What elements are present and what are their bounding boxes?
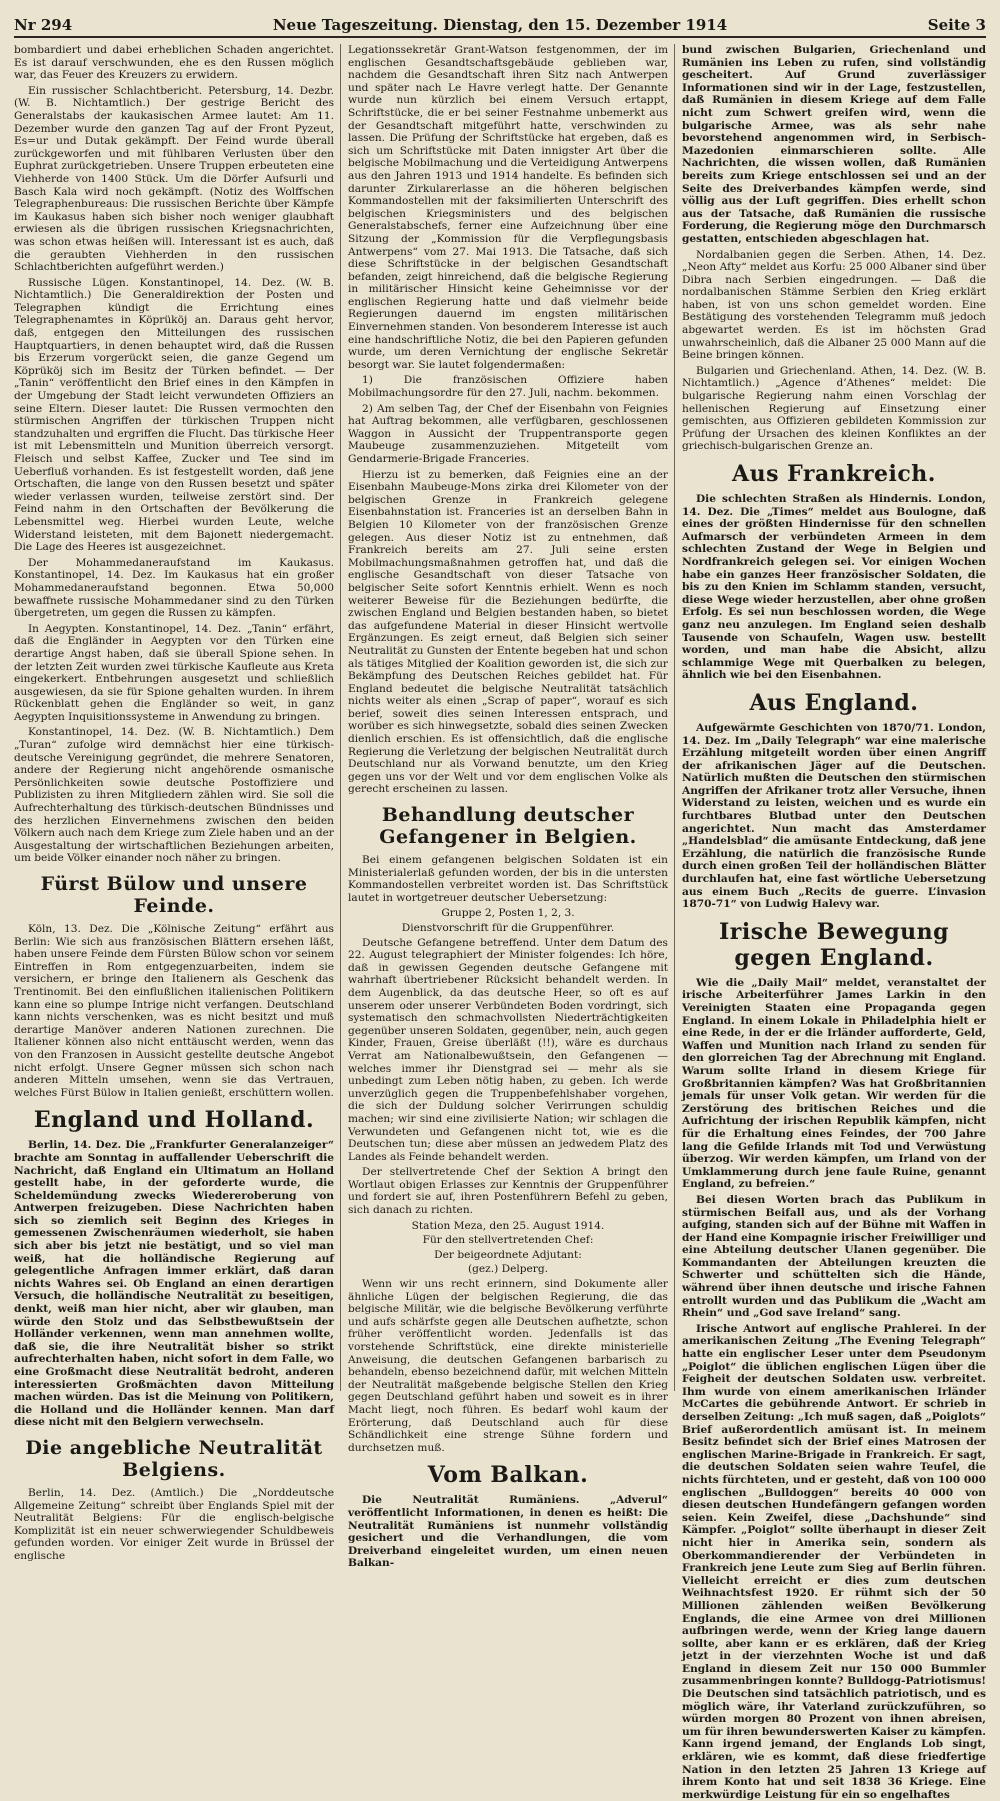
- article-headline: Aus England.: [749, 689, 919, 716]
- paragraph: Köln, 13. Dez. Die „Kölnische Zeitung“ erfährt aus Berlin: Wie sich aus französischen Blättern ersehen läßt, haben unsere Feinde dem Fürsten Bülow schon vor seinem Eintreffen in Rom entgegenzuarbeiten, indem sie versichern, er bringe den Italienern als Geschenk das Trentinomit. Bei den einflußlichen italienischen Politikern kann eine so plumpe Intrige nicht verfangen. Deutschland kann nichts verschenken, was es nicht besitzt und muß derartige Manöver anderen Nationen zurechnen. Die Italiener können also nicht enttäuscht werden, wenn das von den Franzosen in Aussicht gestellte deutsche Angebot nicht erfolgt. Unsere Gegner müssen sich schon nach anderen Mitteln umsehen, wenn sie das Vertrauen, welches Fürst Bülow in Italien genießt, erschüttern wollen.: [14, 923, 334, 1099]
- page-header: [14, 6, 986, 38]
- paragraph: bund zwischen Bulgarien, Griechenland und Rumänien ins Leben zu rufen, sind vollständig gescheitert. Auf Grund zuverlässiger Informationen sind wir in der Lage, festzustellen, daß Rumänien in diesem Kriege auf dem Falle nicht zum Schwert greifen wird, wenn die bulgarische Armee, was als sehr nahe bevorstehend angenommen wird, in Serbisch-Mazedonien einmarschieren sollte. Alle Nachrichten, die wissen wollen, daß Rumänien bereits zum Kriege entschlossen sei und an der Seite des Dreiverbandes kämpfen werde, sind völlig aus der Luft gegriffen. Dies erhellt schon aus der Tatsache, daß Rumänien die russische Forderung, die Regierung möge den Durchmarsch gestatten, entschieden abgeschlagen hat.: [682, 44, 986, 245]
- article-headline: Aus Frankreich.: [732, 461, 936, 487]
- paragraph: Konstantinopel, 14. Dez. (W. B. Nichtamtlich.) Dem „Turan“ zufolge wird demnächst hier eine türkisch-deutsche Vereinigung gegründet, die mehrere Senatoren, andere der Regierung nicht angehörende osmanische Persönlichkeiten sowie deutsche Postoffiziere und Publizisten zu ihren Mitgliedern zählen wird. Sie soll die Aufrechterhaltung des türkisch-deutschen Bündnisses und des herzlichen Einvernehmens zwischen den beiden Völkern auch nach dem Kriege zum Ziele haben und an der Ausgestaltung der wirtschaftlichen Beziehungen arbeiten, um beide Völker einander noch näher zu bringen.: [14, 726, 334, 865]
- paragraph: Berlin, 14. Dez. (Amtlich.) Die „Norddeutsche Allgemeine Zeitung“ schreibt über Englands Spiel mit der Neutralität Belgiens: Für die englisch-belgische Komplizität ist ein neuer schwerwiegender Schuldbeweis gefunden worden. Vor einiger Zeit wurde in Brüssel der englische: [14, 1486, 334, 1562]
- paragraph: Die Neutralität Rumäniens. „Adverul“ veröffentlicht Informationen, in denen es heißt: Die Neutralität Rumäniens ist nunmehr vollständig gesichert und die Verhandlungen, die vom Dreiverband eingeleitet wurden, um einen neuen Balkan-: [348, 1494, 668, 1570]
- masthead-date: Neue Tageszeitung. Dienstag, den 15. Dezember 1914: [272, 16, 728, 34]
- article-headline: Vom Balkan.: [427, 1462, 589, 1489]
- document-line: Gruppe 2, Posten 1, 2, 3.: [441, 907, 575, 920]
- paragraph: Der Mohammedaneraufstand im Kaukasus. Konstantinopel, 14. Dez. Im Kaukasus hat ein großer Mohammedaneraufstand begonnen. Etwa 50,000 bewaffnete russische Mohammedaner sind zu den Türken übergetreten, um gegen die Russen zu kämpfen.: [14, 556, 334, 620]
- paragraph: Nordalbanien gegen die Serben. Athen, 14. Dez. „Neon Afty“ meldet aus Korfu: 25 000 Albaner sind über Dibra nach Serbien eingedrungen. — Daß die nordalbanischen Stämme Serbien den Krieg erklärt haben, ist von uns schon gemeldet worden. Eine Bestätigung des vorstehenden Telegramm muß jedoch abgewartet werden. Es ist im höchsten Grad unwahrscheinlich, daß die Albaner 25 000 Mann auf die Beine bringen können.: [682, 248, 986, 362]
- article-headline: England und Holland.: [33, 1107, 315, 1134]
- page-number: Seite 3: [927, 16, 986, 34]
- article-headline: Behandlung deutscher Gefangener in Belgien.: [379, 804, 637, 849]
- paragraph: Aufgewärmte Geschichten von 1870/71. London, 14. Dez. Im „Daily Telegraph“ war eine malerische Erzählung mitgeteilt worden über einen Angriff der afrikanischen Jäger auf die Deutschen. Natürlich mußten die Deutschen den stürmischen Angriffen der Afrikaner trotz aller Versuche, ihnen Widerstand zu leisten, weichen und es wurde ein furchtbares Blutbad unter den Deutschen angerichtet. Nun macht das Amsterdamer „Handelsblad“ die amüsante Entdeckung, daß jene Erzählung, die natürlich die französische Runde durch einen großen Teil der holländischen Blätter durchlaufen hat, eine fast wörtliche Uebersetzung aus einem Buch „Recits de guerre. L’invasion 1870-71“ von Ludwig Halevy war.: [682, 721, 986, 911]
- paragraph: Die schlechten Straßen als Hindernis. London, 14. Dez. Die „Times“ meldet aus Boulogne, daß eines der größten Hindernisse für den schnellen Aufmarsch der verbündeten Armeen in dem schlechten Zustand der Wege in Belgien und Nordfrankreich gelegen sei. Vor einigen Wochen habe ein ganzes Heer französischer Soldaten, die bis zu den Knien im Schlamm standen, versucht, diese Wege wieder herzustellen, aber ohne großen Erfolg. Es sei nun beschlossen worden, die Wege ganz neu anzulegen. Im England seien deshalb Tausende von Schaufeln, Wagen usw. bestellt worden, und man habe die Absicht, allzu schlammige Wege mit Querbalken zu belegen, ähnlich wie bei den Eisenbahnen.: [682, 493, 986, 682]
- issue-number: Nr 294: [14, 16, 73, 34]
- paragraph: Wie die „Daily Mail“ meldet, veranstaltet der irische Arbeiterführer James Larkin in den Vereinigten Staaten eine Propaganda gegen England. In einem Lokale in Philadelphia hielt er eine Rede, in der er die Irländer aufforderte, Geld, Waffen und Munition nach Irland zu senden für den glorreichen Tag der Abrechnung mit England. Warum sollte Irland in diesem Kriege für Großbritannien kämpfen? Was hat Großbritannien jemals für unser Volk getan. Wir werden für die Zerstörung des britischen Reiches und die Aufrichtung der irischen Republik kämpfen, nicht für die Erhaltung eines Feindes, der 700 Jahre lang die Gefilde Irlands mit Tod und Verwüstung überzog. Wir werden kämpfen, um Irland von der Umklammerung durch jene faule Ruine, genannt England, zu befreien.“: [682, 976, 986, 1191]
- paragraph: In Aegypten. Konstantinopel, 14. Dez. „Tanin“ erfährt, daß die Engländer in Aegypten vor den Türken eine derartige Angst haben, daß sie überall Spione sehen. In der letzten Zeit wurden zwei türkische Kaufleute aus Kreta eingekerkert. Entbehrungen ausgesetzt und schließlich ausgewiesen, da sie für Spione gehalten wurden. In ihrem Rückenblatt gehen die Engländer so weit, in ganz Aegypten Inquisitionssysteme in Anwendung zu bringen.: [14, 622, 334, 723]
- article-headline: Die angebliche Neutralität Belgiens.: [25, 1436, 323, 1481]
- article-headline: Fürst Bülow und unsere Feinde.: [40, 873, 308, 917]
- column-2: [348, 44, 668, 1570]
- paragraph: Legationssekretär Grant-Watson festgenommen, der im englischen Gesandtschaftsgebäude geblieben war, nachdem die Gesandtschaft ihren Sitz nach Antwerpen und später nach Le Havre verlegt hatte. Der Genannte wurde nun kürzlich bei einem Versuch ertappt, Schriftstücke, die er bei seiner Festnahme unbemerkt aus der Gesandtschaft mitgeführt hatte, verschwinden zu lassen. Die Prüfung der Schriftstücke hat ergeben, daß es sich um Schriftstücke mit Daten innigster Art über die belgische Mobilmachung und die Verteidigung Antwerpens aus den Jahren 1913 und 1914 handelte. Es befinden sich darunter Zirkularerlasse an die höheren belgischen Kommandostellen mit der faksimilierten Unterschrift des belgischen Kriegsministers und des belgischen Generalstabschefs, ferner eine Aufzeichnung über eine Sitzung der „Kommission für die Verpflegungsbasis Antwerpens“ vom 27. Mai 1913. Die Tatsache, daß sich diese Schriftstücke in der belgischen Gesandtschaft befanden, zeigt hinreichend, daß die belgische Regierung in militärischer Hinsicht keine Geheimnisse vor der englischen Regierung hatte und daß vielmehr beide Regierungen dauernd im engsten militärischen Einvernehmen standen. Von besonderem Interesse ist auch eine handschriftliche Notiz, die bei den Papieren gefunden wurde, um deren Vernichtung der englische Sekretär besorgt war. Sie lautet folgendermaßen:: [348, 44, 668, 371]
- column-divider: [340, 44, 341, 1391]
- document-line: Station Meza, den 25. August 1914.: [411, 1219, 605, 1232]
- paragraph: Bulgarien und Griechenland. Athen, 14. Dez. (W. B. Nichtamtlich.) „Agence d’Athenes“ meldet: Die bulgarische Regierung nahm einen Vorschlag der hellenischen Regierung auf Einsetzung einer gemischten, aus Offizieren gebildeten Kommission zur Prüfung der Ursachen des kleinen Konfliktes an der griechisch-bulgarischen Grenze an.: [682, 364, 986, 453]
- document-line: Der beigeordnete Adjutant:: [434, 1248, 582, 1261]
- paragraph: Hierzu ist zu bemerken, daß Feignies eine an der Eisenbahn Maubeuge-Mons zirka drei Kilometer von der belgischen Grenze in Frankreich gelegene Eisenbahnstation ist. Franceries ist an derselben Bahn in Belgien 10 Kilometer von der französischen Grenze gelegen. Aus dieser Notiz ist zu entnehmen, daß Frankreich bereits am 27. Juli seine ersten Mobilmachungsmaßnahmen getroffen hat, und daß die englische Gesandtschaft von dieser Tatsache von belgischer Seite sofort Kenntnis erhielt. Wenn es noch weiterer Beweise für die Beziehungen bedürfte, die zwischen England und Belgien bestanden haben, so bietet das aufgefundene Material in dieser Hinsicht wertvolle Ergänzungen. Es zeigt erneut, daß Belgien sich seiner Neutralität zu Gunsten der Entente begeben hat und schon als tätiges Mitglied der Koalition geworden ist, die sich zur Bekämpfung des Deutschen Reiches gebildet hat. Für England bedeutet die belgische Neutralität tatsächlich nichts weiter als einen „Scrap of paper“, worauf es sich berief, soweit dies seinen Interessen entsprach, und worüber es sich hinwegsetzte, sobald dies seinen Zwecken dienlich erschien. Es ist offensichtlich, daß die englische Regierung die Verletzung der belgischen Neutralität durch Deutschland nur als Vorwand benutzte, um den Krieg gegen uns vor der Welt und vor dem englischen Volke als gerecht erscheinen zu lassen.: [348, 468, 668, 796]
- paragraph: Ein russischer Schlachtbericht. Petersburg, 14. Dezbr. (W. B. Nichtamtlich.) Der gestrige Bericht des Generalstabs der kaukasischen Armee lautet: Am 11. Dezember wurde den ganzen Tag auf der Front Pyzeut, Es=ur und Dutak gekämpft. Der Feind wurde überall zurückgeworfen und mit fühlbaren Verlusten über den Euphrat zurückgetrieben. Unsere Truppen erbeuteten eine Viehherde von 1400 Stück. Um die Dörfer Aufsurli und Basch Kala wird noch gekämpft. (Notiz des Wolffschen Telegraphenbureaus: Die russischen Berichte über Kämpfe im Kaukasus haben sich bisher noch weniger glaubhaft erwiesen als die übrigen russischen Kriegsnachrichten, was schon etwas heißen will. Interessant ist es auch, daß die geraubten Viehherden in den russischen Schlachtberichten aufgeführt werden.): [14, 84, 334, 274]
- paragraph: bombardiert und dabei erheblichen Schaden angerichtet. Es ist darauf verschwunden, ehe es den Russen möglich war, das Feuer des Kreuzers zu erwidern.: [14, 44, 334, 82]
- paragraph: Russische Lügen. Konstantinopel, 14. Dez. (W. B. Nichtamtlich.) Die Generaldirektion der Posten und Telegraphen kündigt die Errichtung eines Telegraphenamtes in Köprüköj an. Daraus geht hervor, daß, entgegen den Mitteilungen des russischen Hauptquartiers, in denen behauptet wird, daß die Russen bis Erzerum vorgerückt seien, die ganze Gegend um Köprüköj sich im Besitz der Türken befindet. — Der „Tanin“ veröffentlicht den Brief eines in den Kämpfen in der Umgebung der Stadt leicht verwundeten Offiziers an seine Eltern. Dieser lautet: Die Russen vermochten den stürmischen Angriffen der türkischen Truppen nicht standzuhalten und ergriffen die Flucht. Das türkische Heer ist mit Lebensmitteln und Munition überreich versorgt. Fleisch und selbst Kaffee, Zucker und Tee sind im Ueberfluß vorhanden. Es ist festgestellt worden, daß jene Ortschaften, die lange von den Russen besetzt und später wieder verlassen wurden, teilweise zerstört sind. Der Feind nahm in den Ortschaften der Bevölkerung die Lebensmittel weg. Hierbei wurden Leute, welche Widerstand leisteten, mit dem Bajonett niedergemacht. Die Lage des Heeres ist ausgezeichnet.: [14, 276, 334, 554]
- columns: [14, 44, 986, 1801]
- paragraph: Der stellvertretende Chef der Sektion A bringt den Wortlaut obigen Erlasses zur Kenntnis der Gruppenführer und fordert sie auf, ihren Postenführern Befehl zu geben, sich danach zu richten.: [348, 1166, 668, 1217]
- document-line: (gez.) Delperg.: [467, 1263, 549, 1276]
- document-line: Für den stellvertretenden Chef:: [422, 1234, 594, 1247]
- paragraph: 2) Am selben Tag, der Chef der Eisenbahn von Feignies hat Auftrag bekommen, alle verfügbaren, geschlossenen Waggon in Aussicht der Truppentransporte gegen Maubeuge zusammenzuziehen. Mitgeteilt vom Gendarmerie-Brigade Franceries.: [348, 402, 668, 465]
- paragraph: Deutsche Gefangene betreffend. Unter dem Datum des 22. August telegraphiert der Minister folgendes: Ich höre, daß in gewissen Gegenden deutsche Gefangene mit wahrhaft übertriebener Rücksicht behandelt werden. In dem Augenblick, da das deutsche Heer, so oft es auf unserem oder unserer Verbündeten Boden vordringt, sich systematisch den schmachvollsten Niederträchtigkeiten gegenüber unseren Soldaten, gegenüber, nein, auch gegen Kinder, Frauen, Greise überläßt (!!), wäre es durchaus Verrat am Nationalbewußtsein, den Gefangenen — welches immer ihr Dienstgrad sei — mehr als sie unbedingt zum Leben nötig haben, zu geben. Ich werde unverzüglich gegen die Truppenbefehlshaber vorgehen, die sich der Duldung solcher Verirrungen schuldig machen; wir sind eine zivilisierte Nation; wir schlagen die Verwundeten und Gefangenen nicht tot, wie es die Deutschen tun; diese aber müssen an jedwedem Platz des Landes als Feinde behandelt werden.: [348, 936, 668, 1163]
- paragraph: Irische Antwort auf englische Prahlerei. In der amerikanischen Zeitung „The Evening Telegraph“ hatte ein englischer Leser unter dem Pseudonym „Poiglot“ die üblichen englischen Lügen über die Feigheit der deutschen Soldaten usw. verbreitet. Ihm wurde von einem amerikanischen Irländer McCartes die gebührende Antwort. Er schrieb in derselben Zeitung: „Ich muß sagen, daß „Poiglots“ Brief außerordentlich amüsant ist. In meinem Besitz befindet sich der Brief eines Matrosen der englischen Marine-Brigade in Frankreich. Er sagt, die deutschen Soldaten seien wahre Teufel, die nichts fürchteten, und er gesteht, daß von 100 000 englischen „Bulldoggen“ bereits 40 000 von diesen deutschen Hundefängern gefangen worden seien. Kein Zweifel, diese „Dachshunde“ sind Kämpfer. „Poiglot“ sollte überhaupt in dieser Zeit nicht hier in Amerika sein, sondern als Oberkommandierender der Verbündeten in Frankreich jene Leute zum Sieg auf Berlin führen. Vielleicht erreicht er dies zum deutschen Weihnachtsfest 1920. Er rühmt sich der 50 Millionen zählenden weißen Bevölkerung Englands, die eine Armee von drei Millionen aufbringen werde, wenn der Krieg lange dauern sollte, aber kann er es erklären, daß der Krieg jetzt in der vierzehnten Woche ist und daß England in diesem Zeit nur 150 000 Bummler zusammenbringen konnte? Bulldogg-Patriotismus! Die Deutschen sind tatsächlich patriotisch, und es möglich wäre, ihr Vaterland zurückzuführen, so würden morgen 80 Prozent von ihnen abreisen, um für ihren bewunderswerten Kaiser zu kämpfen. Kann irgend jemand, der Englands Lob singt, erklären, wie es kommt, daß diese friedfertige Nation in den letzten 25 Jahren 13 Kriege auf ihrem Konto hat und seit 1838 36 Kriege. Eine merkwürdige Leistung für ein so engelhaftes: [682, 1322, 986, 1801]
- paragraph: Bei einem gefangenen belgischen Soldaten ist ein Ministerialerlaß gefunden worden, der bis in die untersten Kommandostellen verbreitet worden ist. Das Schriftstück lautet in wortgetreuer deutscher Uebersetzung:: [348, 854, 668, 904]
- paragraph: Wenn wir uns recht erinnern, sind Dokumente aller ähnliche Lügen der belgischen Regierung, die das belgische Militär, wie die belgische Bevölkerung verführte und aufs schärfste gegen alle Deutschen aufhetzte, schon früher veröffentlicht worden. Jedenfalls ist das vorstehende Schriftstück, eine direkte ministerielle Anweisung, die deutschen Gefangenen barbarisch zu behandeln, ebenso bezeichnend dafür, mit welchen Mitteln der Neutralität maßgebende belgische Stellen den Krieg gegen Deutschland geführt haben und soweit es in ihrer Macht liegt, noch führen. Es bedarf wohl kaum der Erörterung, daß Deutschland auch für diese Schändlichkeit eine strenge Sühne fordern und durchsetzen muß.: [348, 1278, 668, 1454]
- column-1: [14, 44, 334, 1562]
- column-divider: [674, 44, 675, 1391]
- column-3: [682, 44, 986, 1801]
- paragraph: 1) Die französischen Offiziere haben Mobilmachungsordre für den 27. Juli, nachm. bekommen.: [348, 374, 668, 400]
- article-headline: Irische Bewegung gegen England.: [719, 918, 949, 971]
- document-line: Dienstvorschrift für die Gruppenführer.: [401, 922, 615, 934]
- paragraph: Bei diesen Worten brach das Publikum in stürmischen Beifall aus, und als der Vorhang aufging, standen sich auf der Bühne mit Waffen in der Hand eine Kompagnie irischer Freiwilliger und eine Abteilung deutscher Ulanen gegenüber. Die Kommandanten der Abteilungen kreuzten die Schwerter und schüttelten sich die Hände, während über ihnen deutsche und irische Fahnen entrollt wurden und das Publikum die „Wacht am Rhein“ und „God save Ireland“ sang.: [682, 1193, 986, 1320]
- paragraph: Berlin, 14. Dez. Die „Frankfurter Generalanzeiger“ brachte am Sonntag in auffallender Ueberschrift die Nachricht, daß England ein Ultimatum an Holland gestellt habe, in der geforderte wurde, die Scheldemündung zwecks Wiedereroberung von Antwerpen freizugeben. Diese Nachrichten haben sich so ziemlich seit Beginn des Krieges in gemessenen Zwischenräumen wiederholt, sie haben sich aber bis jetzt nie bestätigt, und so viel man weiß, hat die holländische Regierung auf gelegentliche Anfragen immer erklärt, daß daran nichts Wahres sei. Ob England an einen derartigen Versuch, die holländische Neutralität zu beseitigen, denkt, weiß man hier nicht, aber wir glauben, man würde den Stolz und das Selbstbewußtsein der Holländer verkennen, wenn man annehmen wollte, daß sie, die ihre Neutralität bisher so strikt aufrechterhalten haben, nicht sofort in dem Falle, wo eine Großmacht diese Neutralität bedroht, anderen interessierten Großmächten davon Mitteilung machen würden. Das ist die Meinung von Politikern, die Holland und die Holländer kennen. Man darf diese nicht mit den Belgiern verwechseln.: [14, 1139, 334, 1429]
